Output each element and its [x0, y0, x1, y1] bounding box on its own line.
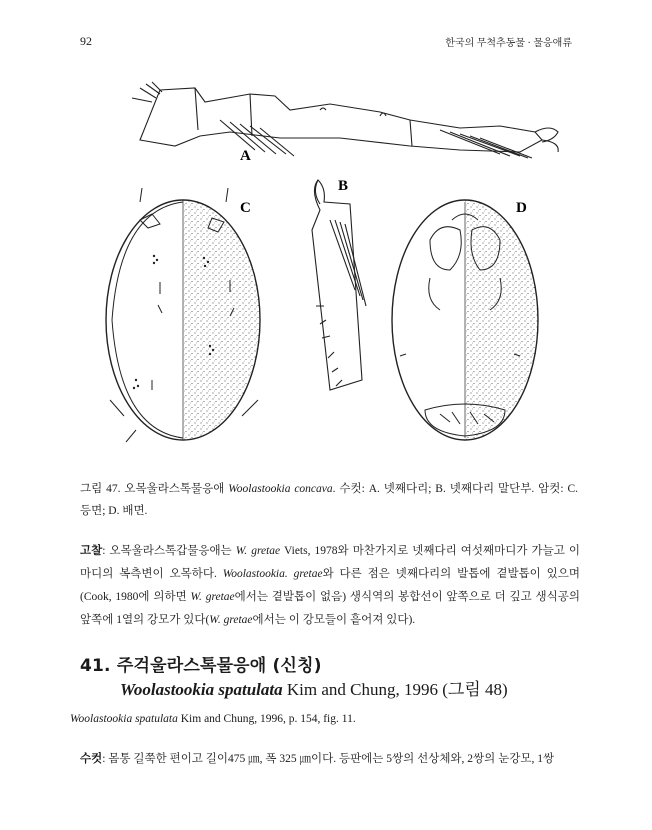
section-species: Woolastookia spatulata	[120, 680, 283, 699]
species-name: Woolastookia. gretae	[222, 568, 323, 580]
dorsal-view-c	[106, 188, 263, 443]
male-description	[80, 748, 580, 770]
figure-label-b: B	[338, 178, 349, 194]
male-lead: 수컷	[80, 753, 103, 765]
male-text: : 몸통 길쭉한 편이고 길이475 ㎛, 폭 325 ㎛이다. 등판에는 5쌍의 선상체와, 2쌍의 눈강모, 1쌍	[102, 753, 555, 765]
figure-47	[80, 80, 580, 460]
ventral-view-d	[392, 198, 545, 443]
caption-suffix: . 수컷: A. 넷째다리; B. 넷째다리 말단부. 암컷: C. 등면; D. 배면.	[80, 483, 578, 517]
figure-label-d: D	[516, 200, 527, 216]
citation-text: Kim and Chung, 1996, p. 154, fig. 11.	[177, 713, 356, 725]
figure-caption	[80, 478, 578, 522]
species-name: W. gretae	[209, 614, 253, 626]
leg-tip-drawing-b	[312, 180, 366, 390]
species-name: W. gretae	[190, 591, 235, 603]
species-name: W. gretae	[235, 545, 281, 557]
leg-drawing-a	[132, 82, 558, 158]
section-heading: 41. 주걱울라스톡물응애 (신칭)	[80, 656, 322, 676]
remark-lead: 고찰	[80, 545, 103, 557]
section-subheading	[120, 675, 508, 700]
page-number: 92	[80, 34, 92, 48]
synonymy-citation	[70, 713, 580, 725]
remark-text: : 오목울라스톡갑물응애는	[102, 545, 236, 557]
remark-paragraph	[80, 540, 580, 632]
citation-species: Woolastookia spatulata	[70, 713, 178, 725]
remark-text: 와 다른 점은 넷째다리의 발톱에 곁발톱이 있으며 (Cook, 1980에 의하면	[80, 568, 580, 603]
remark-text: Viets, 1978와 마찬가지로 넷째다리 여섯째마디가 가늘고 이 마디의 복측변이 오목하다.	[80, 545, 580, 580]
figure-label-a: A	[240, 148, 251, 164]
figure-label-c: C	[240, 200, 251, 216]
caption-prefix: 그림 47. 오목울라스톡물응애	[80, 483, 229, 495]
remark-text: 에서는 이 강모들이 흩어져 있다).	[252, 614, 416, 626]
section-authority: Kim and Chung, 1996 (그림 48)	[282, 680, 508, 699]
caption-species: Woolastookia concava	[228, 483, 333, 495]
running-title: 한국의 무척추동물 · 물응애류	[445, 38, 572, 49]
remark-text: 에서는 곁발톱이 없음) 생식역의 봉합선이 앞쪽으로 더 깊고 생식공의 앞쪽에 1열의 강모가 있다(	[80, 591, 580, 626]
